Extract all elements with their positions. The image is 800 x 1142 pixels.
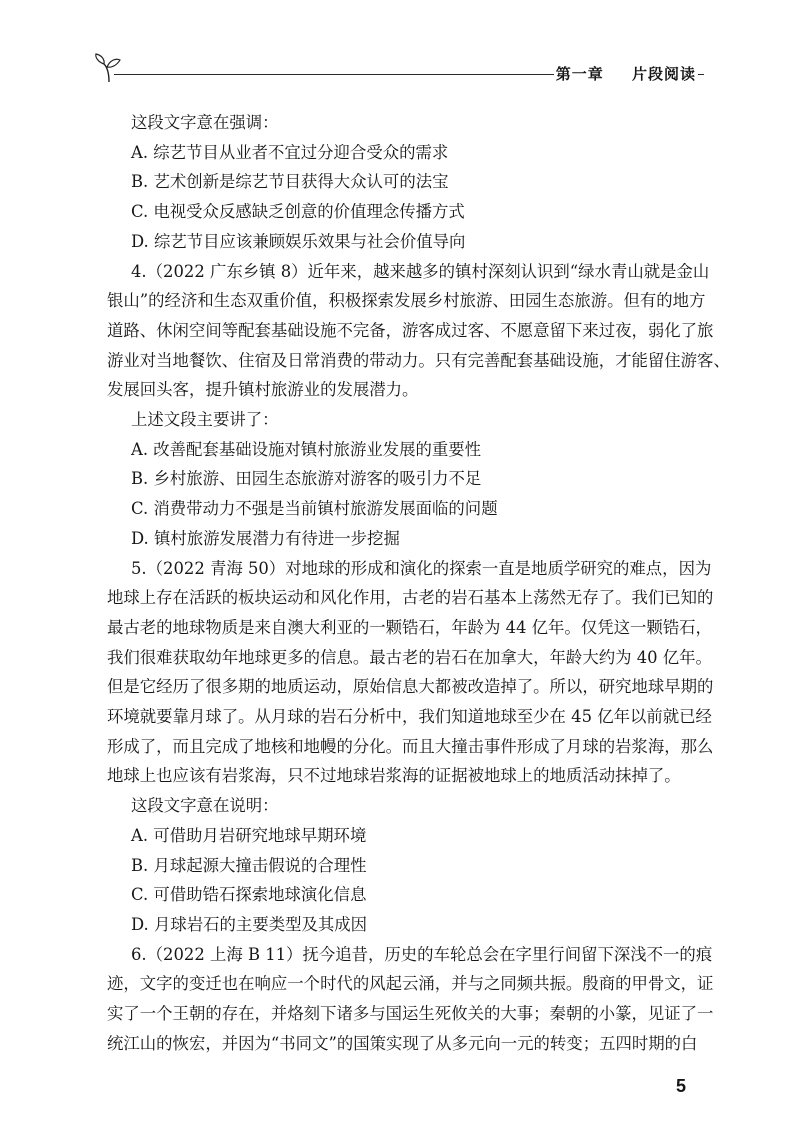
question-passage: [107, 554, 714, 792]
question-passage: [107, 940, 714, 1059]
passage-line: 发展回头客，提升镇村旅游业的发展潜力。: [107, 380, 419, 400]
answer-option: A. 综艺节目从业者不宜过分迎合受众的需求: [131, 142, 449, 162]
section-label: 片段阅读: [631, 65, 696, 83]
answer-option: C. 消费带动力不强是当前镇村旅游发展面临的问题: [131, 499, 498, 519]
passage-line: 游业对当地餐饮、住宿及日常消费的带动力。只有完善配套基础设施，才能留住游客、: [107, 350, 730, 370]
passage-line: 环境就要靠月球了。从月球的岩石分析中，我们知道地球至少在 45 亿年以前就已经: [107, 707, 712, 727]
passage-line: 但是它经历了很多期的地质运动，原始信息大都被改造掉了。所以，研究地球早期的: [107, 677, 714, 697]
question-prompt: 这段文字意在强调：: [131, 113, 279, 132]
passage-line: 形成了，而且完成了地核和地幔的分化。而且大撞击事件形成了月球的岩浆海，那么: [107, 736, 714, 756]
passage-line: 地球上存在活跃的板块运动和风化作用，古老的岩石基本上荡然无存了。我们已知的: [107, 588, 714, 608]
page-body: [107, 108, 730, 1059]
answer-option: B. 乡村旅游、田园生态旅游对游客的吸引力不足: [131, 469, 482, 489]
passage-line: 6.（2022 上海 B 11）抚今追昔，历史的车轮总会在字里行间留下深浅不一的痕: [131, 944, 713, 964]
answer-option: A. 改善配套基础设施对镇村旅游业发展的重要性: [131, 439, 482, 459]
passage-line: 银山”的经济和生态双重价值，积极探索发展乡村旅游、田园生态旅游。但有的地方: [107, 291, 706, 311]
question-prompt: 这段文字意在说明：: [131, 796, 279, 816]
answer-option: C. 电视受众反感缺乏创意的价值理念传播方式: [131, 202, 465, 222]
answer-option: D. 综艺节目应该兼顾娱乐效果与社会价值导向: [131, 231, 466, 251]
header-rule-end: [698, 74, 704, 75]
question-prompt: 上述文段主要讲了：: [131, 410, 279, 430]
running-head: [556, 63, 696, 84]
passage-line: 迹，文字的变迁也在响应一个时代的风起云涌，并与之同频共振。殷商的甲骨文，证: [107, 974, 714, 994]
answer-option: C. 可借助锆石探索地球演化信息: [131, 885, 367, 905]
passage-line: 5.（2022 青海 50）对地球的形成和演化的探索一直是地质学研究的难点，因为: [131, 558, 712, 578]
passage-line: 道路、休闲空间等配套基础设施不完备，游客成过客、不愿意留下来过夜，弱化了旅: [107, 320, 714, 340]
answer-option: D. 月球岩石的主要类型及其成因: [131, 914, 368, 934]
question-passage: [107, 257, 730, 406]
sprout-icon: [92, 52, 126, 86]
page-number: 5: [676, 1076, 687, 1096]
page-header: [92, 52, 704, 88]
chapter-label: 第一章: [555, 65, 604, 83]
passage-line: 统江山的恢宏，并因为“书同文”的国策实现了从多元向一元的转变；五四时期的白: [107, 1033, 698, 1053]
passage-line: 实了一个王朝的存在，并烙刻下诸多与国运生死攸关的大事；秦朝的小篆，见证了一: [107, 1004, 714, 1024]
answer-option: B. 艺术创新是综艺节目获得大众认可的法宝: [131, 172, 449, 192]
passage-line: 最古老的地球物质是来自澳大利亚的一颗锆石，年龄为 44 亿年。仅凭这一颗锆石，: [107, 617, 712, 637]
answer-option: D. 镇村旅游发展潜力有待进一步挖掘: [131, 528, 400, 548]
header-rule: [114, 74, 554, 75]
answer-option: B. 月球起源大撞击假说的合理性: [131, 855, 367, 875]
passage-line: 地球上也应该有岩浆海，只不过地球岩浆海的证据被地球上的地质活动抹掉了。: [107, 766, 681, 786]
answer-option: A. 可借助月岩研究地球早期环境: [131, 825, 367, 845]
passage-line: 我们很难获取幼年地球更多的信息。最古老的岩石在加拿大，年龄大约为 40 亿年。: [107, 647, 712, 667]
passage-line: 4.（2022 广东乡镇 8）近年来，越来越多的镇村深刻认识到“绿水青山就是金山: [131, 261, 710, 281]
